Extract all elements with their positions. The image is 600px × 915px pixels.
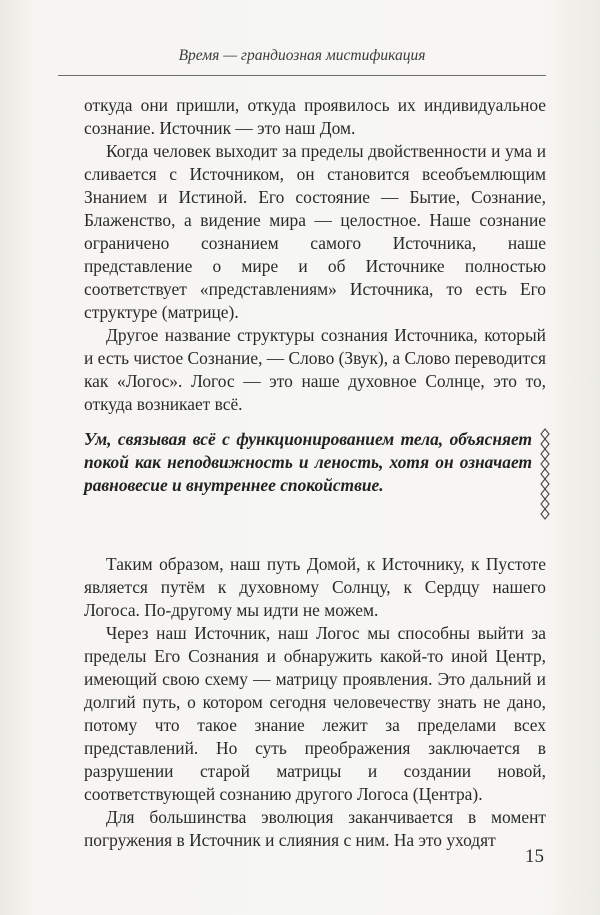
paragraph: Другое название структуры сознания Источника, который и есть чистое Сознание, — Слово (Звук), а Слово переводится как «Логос». Логос — это наше духовное Солнце, это то, откуда возникает всё. xyxy=(84,325,546,414)
paragraph: Когда человек выходит за пределы двойственности и ума и сливается с Источником, он становится всеобъемлющим Знанием и Истиной. Его состояние — Бытие, Сознание, Блаженство, а видение мира — целостное. Наше сознание ограничено сознанием самого Источника, наше представление о мире и об Источнике полностью соответствует «представлениям» Источника, то есть Его структуре (матрице). xyxy=(84,141,546,322)
page-number: 15 xyxy=(525,846,544,867)
paragraph: Для большинства эволюция заканчивается в момент погружения в Источник и слияния с ним. На это уходят xyxy=(84,807,546,850)
header-rule xyxy=(58,75,546,76)
running-title: Время — грандиозная мистификация xyxy=(178,47,426,64)
quote-ornament-icon xyxy=(540,428,550,524)
paragraph: Таким образом, наш путь Домой, к Источнику, к Пустоте является путём к духовному Солнцу, к Сердцу нашего Логоса. По-другому мы идти не можем. xyxy=(84,554,546,620)
paragraph: Через наш Источник, наш Логос мы способны выйти за пределы Его Сознания и обнаружить какой-то иной Центр, имеющий свою схему — матрицу проявления. Это дальний и долгий путь, о котором сегодня человечеству знать не дано, потому что такое знание лежит за пределами всех представлений. Но суть преображения заключается в разрушении старой матрицы и создании новой, соответствующей сознанию другого Логоса (Центра). xyxy=(84,623,546,804)
main-text xyxy=(84,94,546,416)
highlighted-quote xyxy=(84,428,532,497)
paragraph-continuation: откуда они пришли, откуда проявилось их индивидуальное сознание. Источник — это наш Дом. xyxy=(84,95,546,138)
main-text-continued xyxy=(84,553,546,852)
quote-text: Ум, связывая всё с функционированием тела, объясняет покой как неподвижность и леность, хотя он означает равновесие и внутреннее спокойствие. xyxy=(84,429,532,495)
